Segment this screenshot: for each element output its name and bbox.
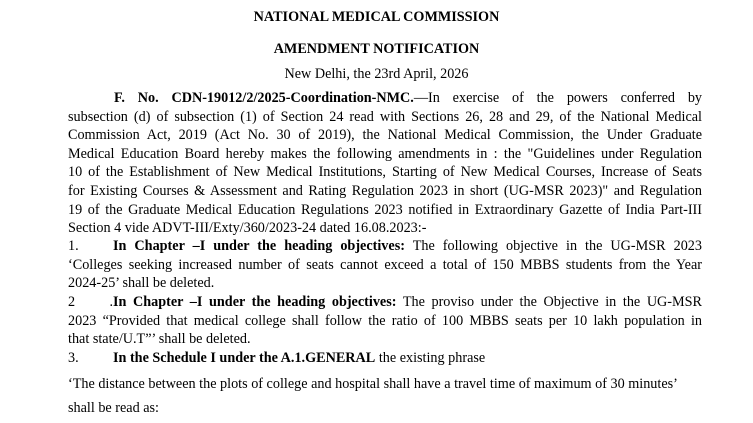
item-3: 3. In the Schedule I under the A.1.GENERAL the existing phrase <box>68 350 486 366</box>
item-heading: In Chapter –I under the heading objectives: <box>113 294 397 310</box>
intro-line: Commission Act, 2019 (Act No. 30 of 2019), the National Medical Commission, the Under Graduate <box>68 127 702 144</box>
item-number: 3. <box>68 350 79 366</box>
intro-first-line: F. No. CDN-19012/2/2025-Coordination-NMC.—In exercise of the powers conferred by <box>114 90 703 106</box>
item-number: 2 . <box>68 294 113 310</box>
quoted-phrase: ‘The distance between the plots of college and hospital shall have a travel time of maximum of 30 minutes’ <box>68 376 678 392</box>
place-date: New Delhi, the 23rd April, 2026 <box>284 66 469 82</box>
item-line: 2023 “Provided that medical college shall follow the ratio of 100 MBBS seats per 10 lakh population in <box>68 312 702 329</box>
intro-line: 10 of the Establishment of New Medical Institutions, Starting of New Medical Courses, Increase of Seats <box>68 164 702 181</box>
intro-line: for Existing Courses & Assessment and Rating Regulation 2023 in short (UG-MSR 2023)" and Regulation <box>68 182 702 199</box>
item-line: 2024-25’ shall be deleted. <box>68 275 215 292</box>
item-line: that state/U.T”’ shall be deleted. <box>68 331 251 348</box>
intro-line: 19 of the Graduate Medical Education Regulations 2023 notified in Extraordinary Gazette of India Part-III <box>68 201 702 218</box>
notification-title: AMENDMENT NOTIFICATION <box>273 41 480 57</box>
item-2: 2 .In Chapter –I under the heading objectives: The proviso under the Objective in the UG-MSR 2023 “Provided that medical college shall follow the ratio of 100 MBBS seats per 10 lakh population in that state/U.T”’ shall be deleted. <box>68 294 702 348</box>
intro-line: subsection (d) of subsection (1) of Section 24 read with Sections 26, 28 and 29, of the National Medical <box>68 108 702 125</box>
intro-line: Section 4 vide ADVT-III/Exty/360/2023-24 dated 16.08.2023:- <box>68 220 427 237</box>
intro-paragraph <box>68 89 702 238</box>
item-line: ‘Colleges seeking increased number of seats cannot exceed a total of 150 MBBS students from the Year <box>68 256 702 273</box>
org-name: NATIONAL MEDICAL COMMISSION <box>253 9 500 25</box>
trailing-text: shall be read as: <box>68 400 159 416</box>
item-number: 1. <box>68 238 79 254</box>
intro-line: Medical Education Board hereby makes the following amendments in : the "Guidelines under Regulation <box>68 145 702 162</box>
item-heading: In the Schedule I under the A.1.GENERAL <box>113 350 376 366</box>
item-heading: In Chapter –I under the heading objectives: <box>113 238 405 254</box>
file-number: F. No. CDN-19012/2/2025-Coordination-NMC. <box>114 90 414 106</box>
item-1: 1. In Chapter –I under the heading objectives: The following objective in the UG-MSR 2023 ‘Colleges seeking increased number of seats cannot exceed a total of 150 MBBS students from the Year 2024-25’ shall be deleted. <box>68 238 702 292</box>
